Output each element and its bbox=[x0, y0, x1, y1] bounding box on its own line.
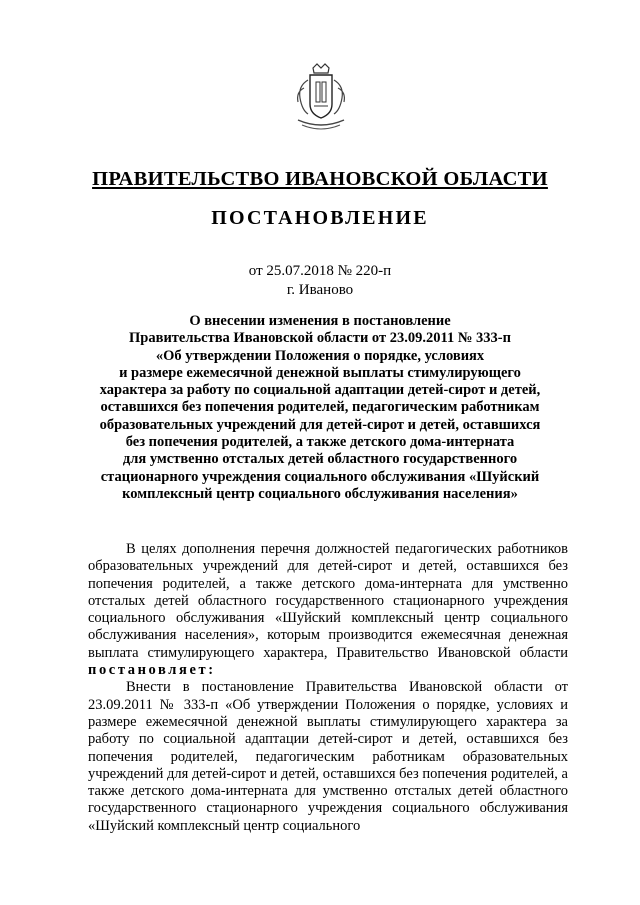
title-line: оставшихся без попечения родителей, педагогическим работникам bbox=[100, 399, 540, 416]
title-line: без попечения родителей, а также детского дома-интерната bbox=[125, 434, 515, 451]
title-line: стационарного учреждения социального обслуживания «Шуйский bbox=[100, 468, 540, 485]
date-number: от 25.07.2018 № 220-п bbox=[248, 263, 392, 279]
title-line: комплексный центр социального обслуживания населения» bbox=[122, 485, 518, 502]
title-line: и размере ежемесячной денежной выплаты стимулирующего bbox=[119, 364, 521, 381]
government-heading: ПРАВИТЕЛЬСТВО ИВАНОВСКОЙ ОБЛАСТИ bbox=[92, 168, 548, 190]
title-line: Правительства Ивановской области от 23.09.2011 № 333-п bbox=[129, 330, 511, 347]
paragraph-main: Внести в постановление Правительства Ивановской области от 23.09.2011 № 333-п «Об утверждении Положения о порядке, условиях и размере ежемесячной денежной выплаты стимулирующего характера за работу по социальной адаптации детей-сирот и детей, оставшихся без попечения родителей, педагогическим работникам образовательных учреждений для детей-сирот и детей, оставшихся без попечения родителей, а также детского дома-интерната для умственно отсталых детей областного государственного стационарного учреждения социального обслуживания «Шуйский комплексный центр социального bbox=[88, 679, 568, 834]
title-line: О внесении изменения в постановление bbox=[189, 313, 451, 329]
preamble-text: В целях дополнения перечня должностей педагогических работников образовательных учреждений для детей-сирот и детей, оставшихся без попечения родителей, а также детского дома-интерната для умственно отсталых детей областного государственного стационарного учреждения социального обслуживания «Шуйский комплексный центр социального обслуживания населения», которым производится ежемесячная денежная выплата стимулирующего характера, Правительство Ивановской области bbox=[88, 541, 568, 661]
city: г. Иваново bbox=[286, 282, 354, 298]
title-line: характера за работу по социальной адаптации детей-сирот и детей, bbox=[99, 382, 541, 399]
title-line: образовательных учреждений для детей-сирот и детей, оставшихся bbox=[99, 416, 541, 433]
title-line: для умственно отсталых детей областного государственного bbox=[122, 451, 518, 468]
document-title bbox=[60, 313, 580, 503]
title-line: «Об утверждении Положения о порядке, условиях bbox=[155, 347, 485, 364]
document-type-heading: ПОСТАНОВЛЕНИЕ bbox=[211, 207, 429, 229]
document-body bbox=[88, 541, 568, 835]
resolution-verb: постановляет: bbox=[88, 662, 216, 679]
date-block bbox=[0, 262, 640, 300]
coat-of-arms-emblem bbox=[292, 62, 350, 134]
paragraph-preamble bbox=[88, 541, 568, 679]
